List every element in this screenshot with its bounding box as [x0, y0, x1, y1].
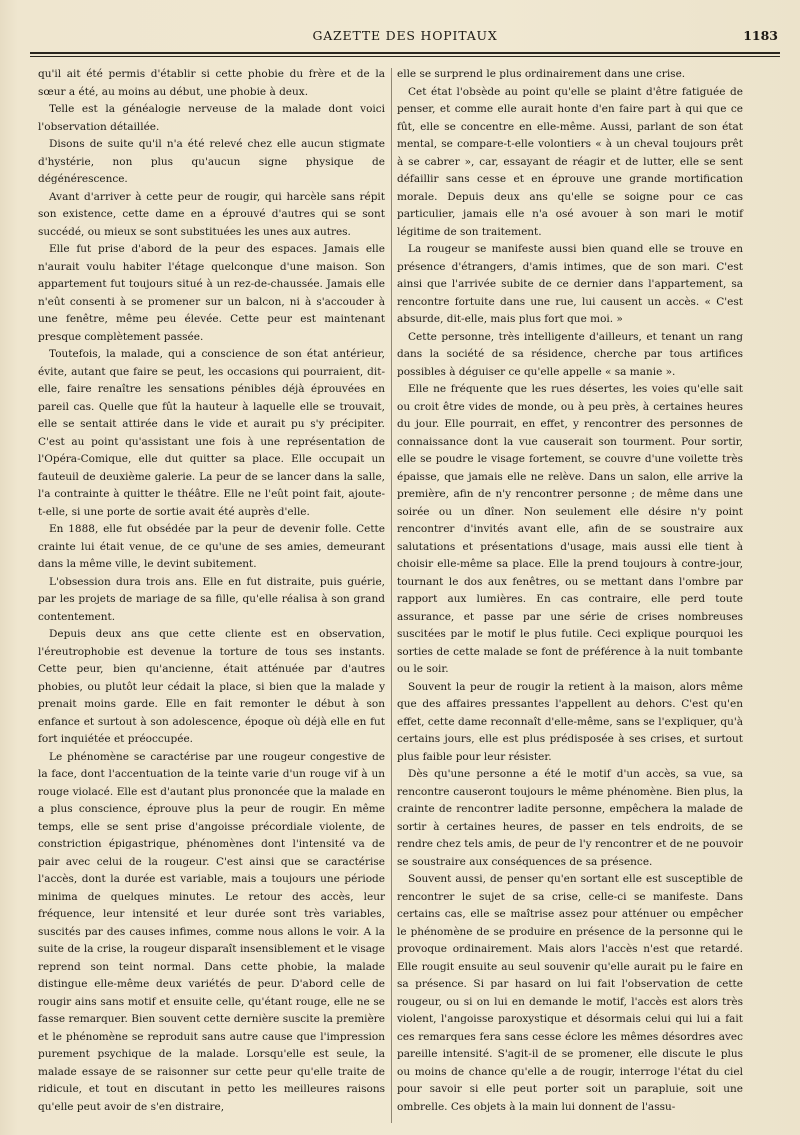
paragraph: Elle ne fréquente que les rues désertes, les voies qu'elle sait ou croit être vides de monde, ou à peu près, à certaines heures du jour. Elle pourrait, en effet, y rencontrer des personnes de connaissance dont la vue causerait son tourment. Pour sortir, elle se poudre le visage fortement, se couvre d'une voilette très épaisse, que jamais elle ne relève. Dans un salon, elle arrive la première, afin de n'y rencontrer personne ; de même dans une soirée ou un dîner. Non seulement elle désire n'y point rencontrer d'invités avant elle, afin de se soustraire aux salutations et présentations d'usage, mais aussi elle tient à choisir elle-même sa place. Elle la prend toujours à contre-jour, tournant le dos aux fenêtres, ou se mettant dans l'ombre par rapport aux lumières. En cas contraire, elle perd toute assurance, et passe par une série de crises nombreuses suscitées par le motif le plus futile. Ceci explique pourquoi les sorties de cette malade se font de préférence à la nuit tombante ou le soir.: [397, 383, 743, 675]
header-rule-thick: [30, 52, 780, 54]
paragraph: Toutefois, la malade, qui a conscience de son état antérieur, évite, autant que faire se peut, les occasions qui pourraient, dit-elle, faire renaître les sensations pénibles déjà éprouvées en pareil cas. Quelle que fût la hauteur à laquelle elle se trouvait, elle se sentait attirée dans le vide et aurait pu s'y précipiter. C'est au point qu'assistant une fois à une représentation de l'Opéra-Comique, elle dut quitter sa place. Elle occupait un fauteuil de deuxième galerie. La peur de se lancer dans la salle, l'a contrainte à quitter le théâtre. Elle ne l'eût point fait, ajoute-t-elle, si une porte de sortie avait été auprès d'elle.: [38, 348, 385, 518]
paragraph: Cette personne, très intelligente d'ailleurs, et tenant un rang dans la société de sa résidence, cherche par tous artifices possibles à déguiser ce qu'elle appelle « sa manie ».: [397, 330, 743, 378]
paragraph: Cet état l'obsède au point qu'elle se plaint d'être fatiguée de penser, et comme elle aurait honte d'en faire part à qui que ce fût, elle se concentre en elle-même. Aussi, parlant de son état mental, se compare-t-elle volontiers « à un cheval toujours prêt à se cabrer », car, essayant de réagir et de lutter, elle se sent défaillir sans cesse et en éprouve une grande mortification morale. Depuis deux ans qu'elle se soigne pour ce cas particulier, jamais elle n'a osé avouer à son mari le motif légitime de son traitement.: [397, 85, 743, 238]
paragraph: Le phénomène se caractérise par une rougeur congestive de la face, dont l'accentuation de la teinte varie d'un rouge vif à un rouge violacé. Elle est d'autant plus prononcée que la malade en a plus conscience, éprouve plus la peur de rougir. En même temps, elle se sent prise d'angoisse précordiale violente, de constriction épigastrique, phénomènes dont l'intensité va de pair avec celui de la rougeur. C'est ainsi que se caractérise l'accès, dont la durée est variable, mais a toujours une période minima de quelques minutes. Le retour des accès, leur fréquence, leur intensité et leur durée sont très variables, suscités par des causes infimes, comme nous allons le voir. A la suite de la crise, la rougeur disparaît insensiblement et le visage reprend son teint normal. Dans cette phobie, la malade distingue elle-même deux variétés de peur. D'abord celle de rougir ains sans motif et ensuite celle, qu'étant rouge, elle ne se fasse remarquer. Bien souvent cette dernière suscite la première et le phénomène se reproduit sans autre cause que l'impression purement psychique de la malade. Lorsqu'elle est seule, la malade essaye de se raisonner sur cette peur qu'elle traite de ridicule, et tout en discutant in petto les meilleures raisons qu'elle peut avoir de s'en distraire,: [38, 750, 385, 1113]
page-number: 1183: [743, 28, 778, 43]
paragraph: L'obsession dura trois ans. Elle en fut distraite, puis guérie, par les projets de mariage de sa fille, qu'elle réalisa à son grand contentement.: [38, 575, 385, 623]
paragraph: elle se surprend le plus ordinairement dans une crise.: [397, 68, 686, 80]
paragraph: Souvent aussi, de penser qu'en sortant elle est susceptible de rencontrer le sujet de sa crise, celle-ci se manifeste. Dans certains cas, elle se maîtrise assez pour atténuer ou empêcher le phénomène de se produire en présence de la personne qui le provoque ordinairement. Mais alors l'accès n'est que retardé. Elle rougit ensuite au seul souvenir qu'elle aurait pu le faire en sa présence. Si par hasard on lui fait l'observation de cette rougeur, ou si on lui en demande le motif, l'accès est alors très violent, l'angoisse paroxystique et désormais celui qui lui a fait ces remarques fera sans cesse éclore les mêmes désordres avec pareille intensité. S'agit-il de se promener, elle discute le plus ou moins de chance qu'elle a de rougir, interroge l'état du ciel pour savoir si elle peut porter soit un parapluie, soit une ombrelle. Ces objets à la main lui donnent de l'assu-: [397, 873, 743, 1113]
left-column: [38, 66, 385, 1116]
right-column: [397, 66, 743, 1116]
running-title: GAZETTE DES HOPITAUX: [312, 28, 498, 43]
paragraph: Elle fut prise d'abord de la peur des espaces. Jamais elle n'aurait voulu habiter l'étage quelconque d'une maison. Son appartement fut toujours situé à un rez-de-chaussée. Jamais elle n'eût consenti à se promener sur un balcon, ni à s'accouder à une fenêtre, même peu élevée. Cette peur est maintenant presque complètement passée.: [38, 243, 385, 343]
paragraph: Dès qu'une personne a été le motif d'un accès, sa vue, sa rencontre causeront toujours le même phénomène. Bien plus, la crainte de rencontrer ladite personne, empêchera la malade de sortir à certaines heures, de passer en tels endroits, de se rendre chez tels amis, de peur de l'y rencontrer et de ne pouvoir se soustraire aux conséquences de sa présence.: [397, 768, 743, 868]
paragraph: La rougeur se manifeste aussi bien quand elle se trouve en présence d'étrangers, d'amis intimes, que de son mari. C'est ainsi que l'arrivée subite de ce dernier dans l'appartement, sa rencontre fortuite dans une rue, lui causent un accès. « C'est absurde, dit-elle, mais plus fort que moi. »: [397, 243, 743, 325]
paragraph: qu'il ait été permis d'établir si cette phobie du frère et de la sœur a été, au moins au début, une phobie à deux.: [38, 68, 385, 98]
paragraph: Avant d'arriver à cette peur de rougir, qui harcèle sans répit son existence, cette dame en a éprouvé d'autres qui se sont succédé, ou mieux se sont substituées les unes aux autres.: [38, 190, 385, 238]
page-header: [30, 28, 780, 48]
paragraph: Souvent la peur de rougir la retient à la maison, alors même que des affaires pressantes l'appellent au dehors. C'est qu'en effet, cette dame reconnaît d'elle-même, sans se l'expliquer, qu'à certains jours, elle est plus prédisposée à ses crises, et surtout plus faible pour leur résister.: [397, 680, 743, 763]
paragraph: Telle est la généalogie nerveuse de la malade dont voici l'observation détaillée.: [38, 103, 385, 133]
paragraph: Depuis deux ans que cette cliente est en observation, l'éreutrophobie est devenue la torture de tous ses instants. Cette peur, bien qu'ancienne, était atténuée par d'autres phobies, ou plutôt leur cédait la place, si bien que la malade y prenait moins garde. Elle en fait remonter le début à son enfance et surtout à son adolescence, époque où déjà elle en fut fort inquiétée et préoccupée.: [38, 628, 385, 745]
paragraph: En 1888, elle fut obsédée par la peur de devenir folle. Cette crainte lui était venue, de ce qu'une de ses amies, demeurant dans la même ville, le devint subitement.: [38, 523, 385, 570]
paragraph: Disons de suite qu'il n'a été relevé chez elle aucun stigmate d'hystérie, non plus qu'aucun signe physique de dégénérescence.: [38, 138, 385, 185]
header-rule-thin: [30, 56, 780, 57]
column-divider: [391, 68, 392, 1123]
